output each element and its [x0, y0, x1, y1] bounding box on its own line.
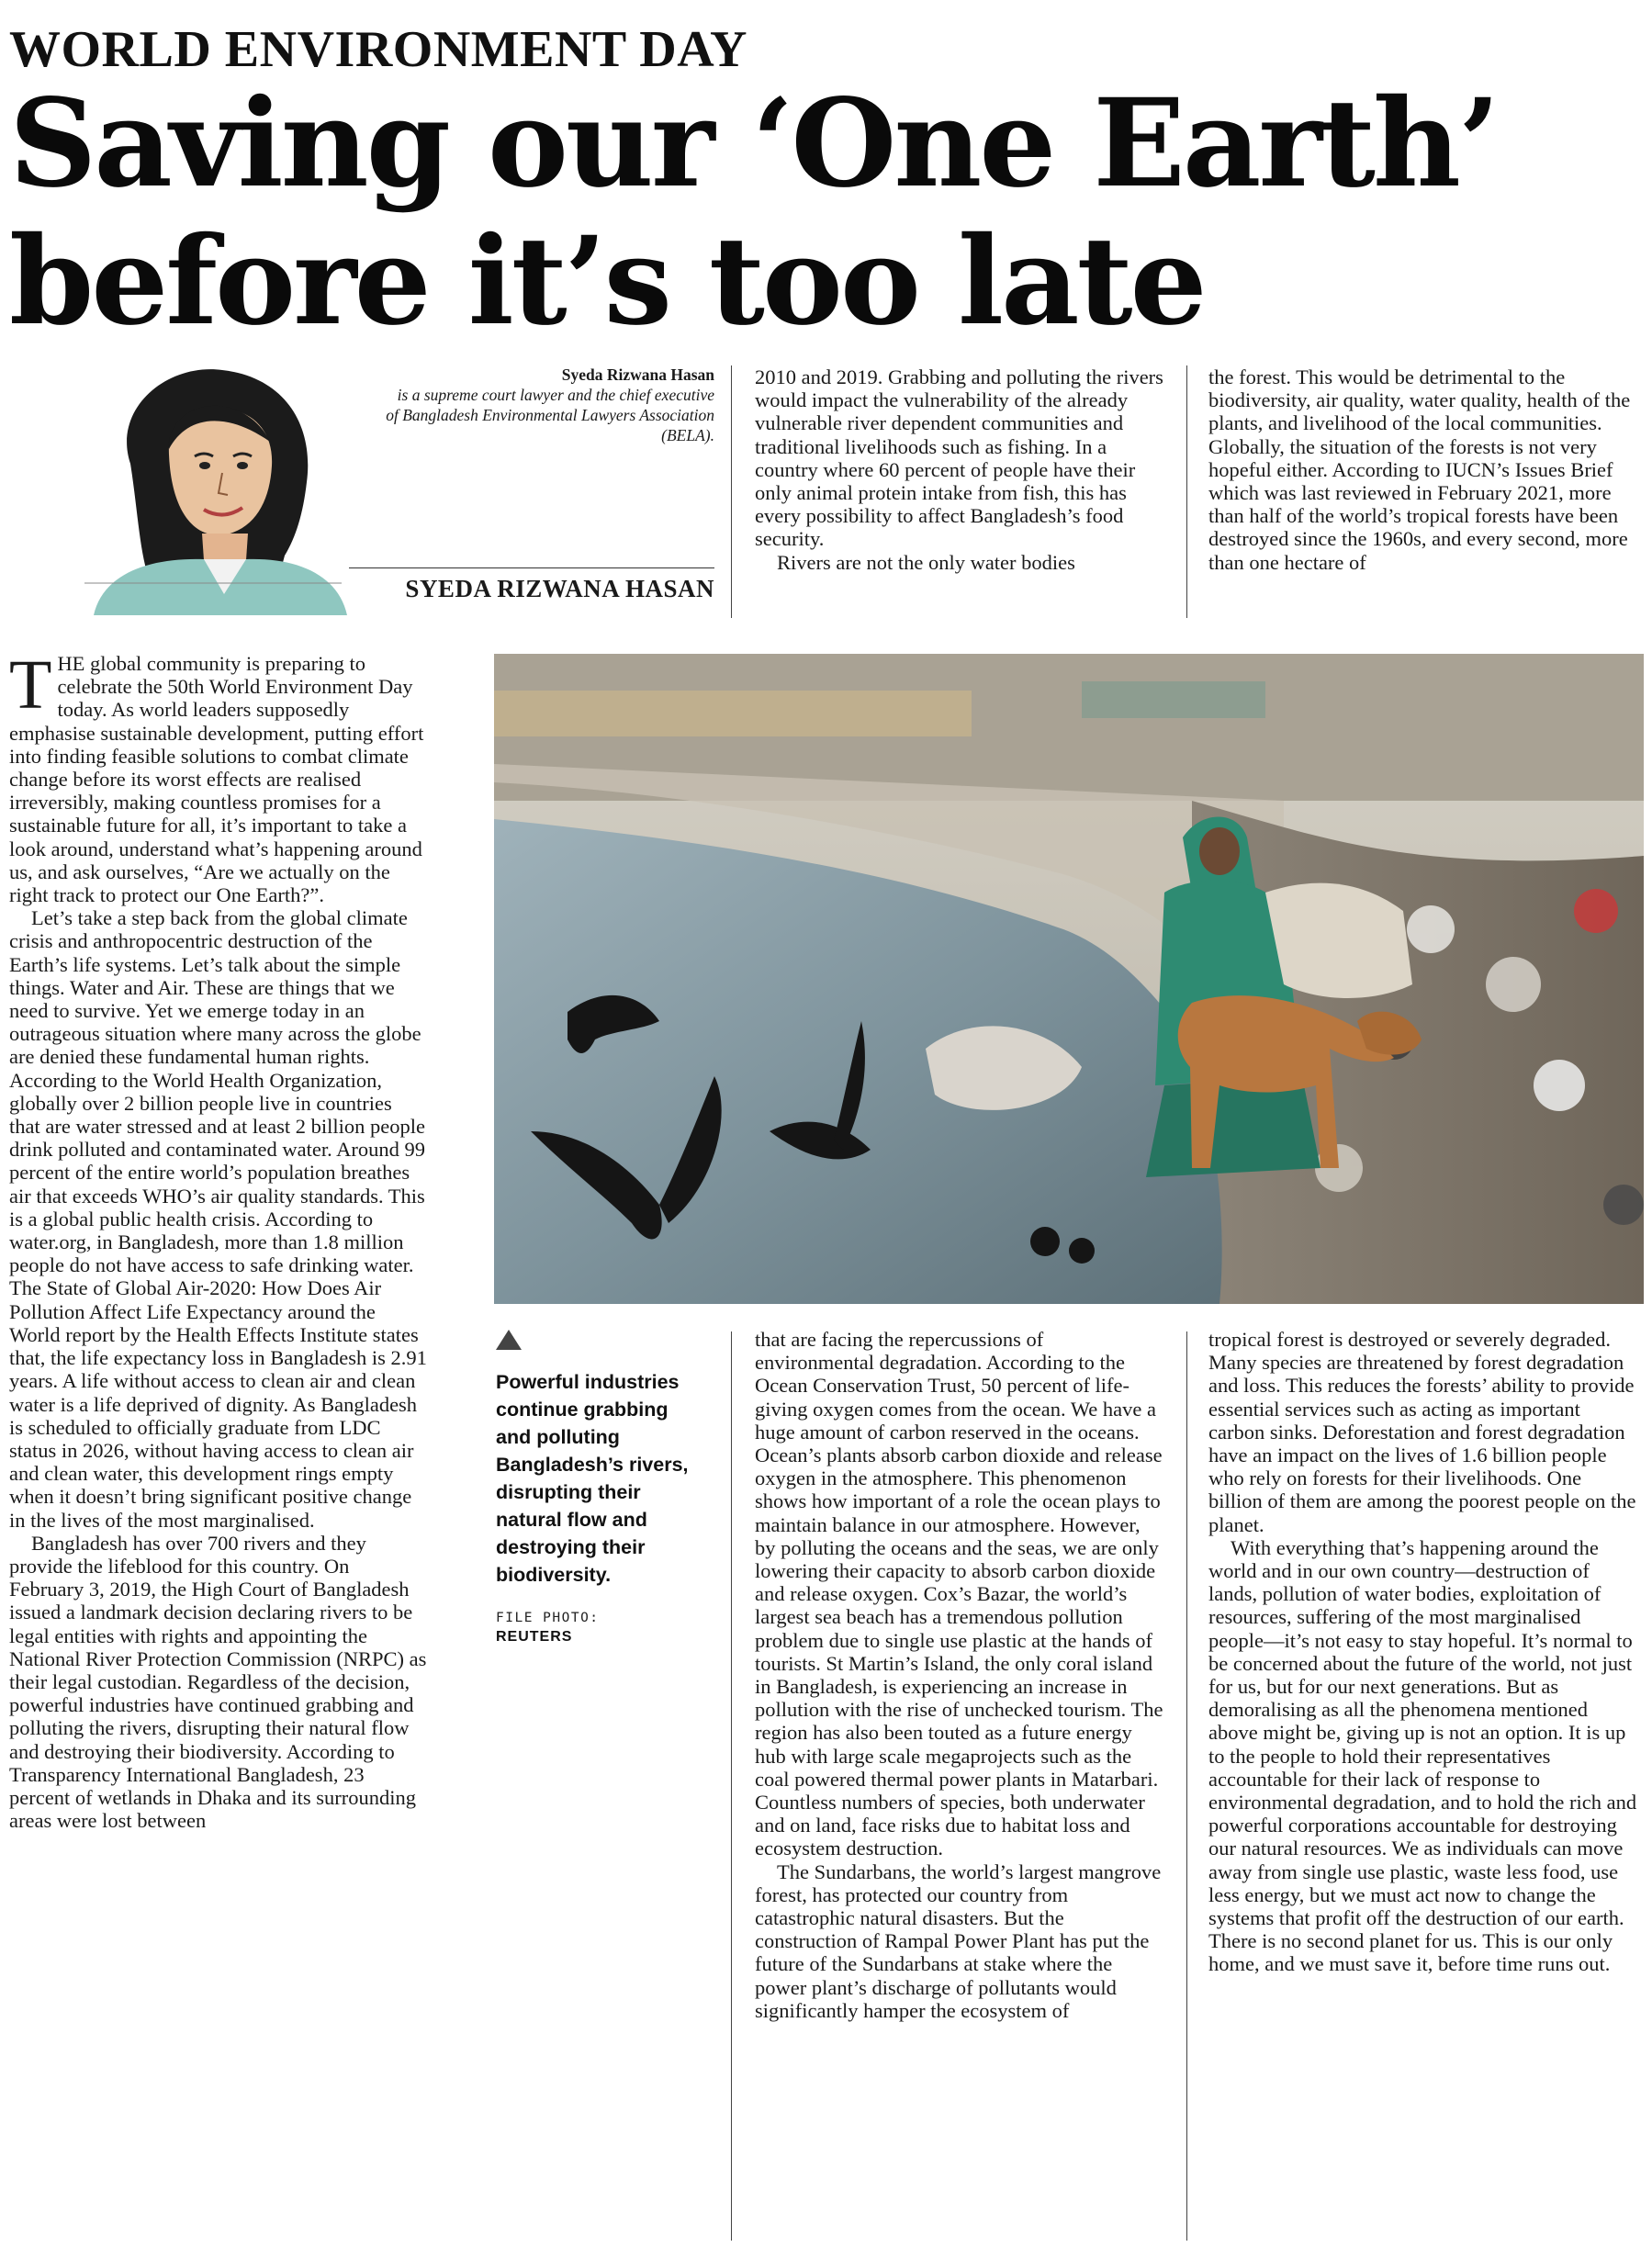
article-paragraph: tropical forest is destroyed or severely degraded. Many species are threatened by forest degradation and loss. This reduces the forests’ ability to provide essential services such as acting as important carbon sinks. Deforestation and forest degradation have an impact on the lives of 1.6 billion people who rely on forests for their livelihoods. One billion of them are among the poorest people on the planet. [1208, 1328, 1636, 1536]
author-bio [386, 365, 714, 445]
headline-line-1: Saving our ‘One Earth’ [9, 73, 1498, 215]
drop-cap: T [9, 646, 52, 724]
article-paragraph: Bangladesh has over 700 rivers and they provide the lifeblood for this country. On February 3, 2019, the High Court of Bangladesh issued a landmark decision declaring rivers to be legal entities with rights and appointing the National River Protection Commission (NRPC) as their legal custodian. Regardless of the decision, powerful industries have continued grabbing and polluting the rivers, disrupting their natural flow and destroying their biodiversity. According to Transparency International Bangladesh, 23 percent of wetlands in Dhaka and its surrounding areas were lost between [9, 1531, 427, 1833]
article-paragraph: With everything that’s happening around the world and in our own country—destruction of lands, pollution of water bodies, exploitation of resources, suffering of the most marginalised people—it’s not easy to stay hopeful. It’s normal to be concerned about the future of the world, not just for us, but for our next generations. But as demoralising as all the phenomena mentioned above might be, giving up is not an option. It is up to the people to hold their representatives accountable for their lack of response to environmental degradation, and to hold the rich and powerful corporations accountable for destroying our natural resources. We as individuals can move away from single use plastic, waste less food, use less energy, but we must act now to change the systems that profit off the destruction of our earth. There is no second planet for us. This is our only home, and we must save it, before time runs out. [1208, 1535, 1637, 1976]
photo-credit: REUTERS [496, 1629, 573, 1645]
author-bio-name: Syeda Rizwana Hasan [561, 365, 714, 384]
column-rule [731, 365, 732, 618]
column-rule [731, 1331, 732, 2241]
article-column-1 [9, 646, 427, 1833]
headline [9, 75, 1498, 351]
column-rule [1186, 365, 1187, 618]
article-paragraph: The Sundarbans, the world’s largest mangrove forest, has protected our country from catastrophic natural disasters. But the construction of Rampal Power Plant has put the future of the Sundarbans at stake where the power plant’s discharge of pollutants would significantly hamper the ecosystem of [755, 1859, 1162, 2022]
article-paragraph: Rivers are not the only water bodies [777, 550, 1075, 574]
photo-credit-label: FILE PHOTO: [496, 1611, 600, 1625]
article-paragraph: the forest. This would be detrimental to the biodiversity, air quality, water quality, health of the plants, and livelihood of the local communities. Globally, the situation of the forests is not very hopeful either. According to IUCN’s Issues Brief which was last reviewed in February 2021, more than half of the world’s tropical forests have been destroyed since the 1960s, and every second, more than one hectare of [1208, 365, 1631, 574]
byline: SYEDA RIZWANA HASAN [405, 575, 714, 602]
author-bio-text: is a supreme court lawyer and the chief executive of Bangladesh Environmental Lawyers Association (BELA). [386, 386, 714, 444]
author-portrait-icon [66, 354, 360, 615]
photo-caption: Powerful industries continue grabbing and polluting Bangladesh’s rivers, disrupting their natural flow and destroying their biodiversity. [496, 1371, 689, 1586]
article-paragraph: Let’s take a step back from the global climate crisis and anthropocentric destruction of the Earth’s life systems. Let’s talk about the simple things. Water and Air. These are things that we need to survive. Yet we emerge today in an outrageous situation where many across the globe are denied these fundamental human rights. According to the World Health Organization, globally over 2 billion people live in countries that are water stressed and at least 2 billion people drink polluted and contaminated water. Around 99 percent of the entire world’s population breathes air that exceeds WHO’s air quality standards. This is a global public health crisis. According to water.org, in Bangladesh, more than 1.8 million people do not have access to safe drinking water. The State of Global Air-2020: How Does Air Pollution Affect Life Expectancy around the World report by the Health Effects Institute states that, the life expectancy loss in Bangladesh is 2.91 years. A life without access to clean air and clean water is a life deprived of dignity. As Bangladesh is scheduled to officially graduate from LDC status in 2026, without having access to clean air and clean water, this development rings empty when it doesn’t bring significant positive change in the lives of the most marginalised. [9, 906, 427, 1532]
river-pollution-photo-icon [494, 654, 1644, 1304]
headline-line-2: before it’s too late [9, 210, 1205, 353]
kicker: WORLD ENVIRONMENT DAY [9, 21, 747, 78]
article-column-2-bottom [755, 1328, 1163, 2022]
article-column-3-bottom [1208, 1328, 1640, 1976]
article-column-2-top [755, 365, 1163, 574]
byline-rule [349, 567, 714, 568]
article-column-3-top [1208, 365, 1640, 574]
caption-arrow-icon [496, 1330, 522, 1350]
column-rule [1186, 1331, 1187, 2241]
article-paragraph: THE global community is preparing to celebrate the 50th World Environment Day today. As world leaders supposedly emphasise sustainable development, putting effort into finding feasible solutions to combat climate change before its worst effects are realised irreversibly, making countless promises for a sustainable future for all, it’s important to take a look around, understand what’s happening around us, and ask ourselves, “Are we actually on the right track to protect our One Earth?”. [9, 646, 424, 907]
article-paragraph: 2010 and 2019. Grabbing and polluting the rivers would impact the vulnerability of the already vulnerable river dependent communities and traditional livelihoods such as fishing. In a country where 60 percent of people have their only animal protein intake from fish, this has every possibility to affect Bangladesh’s food security. [755, 365, 1163, 551]
article-paragraph: that are facing the repercussions of environmental degradation. According to the Ocean Conservation Trust, 50 percent of life-giving oxygen comes from the ocean. We have a huge amount of carbon reserved in the oceans. Ocean’s plants absorb carbon dioxide and release oxygen in the atmosphere. This phenomenon shows how important of a role the ocean plays to maintain balance in our atmosphere. However, by polluting the oceans and the seas, we are only lowering their capacity to absorb carbon dioxide and release oxygen. Cox’s Bazar, the world’s largest sea beach has a tremendous pollution problem due to single use plastic at the hands of tourists. St Martin’s Island, the only coral island in Bangladesh, is experiencing an increase in pollution with the rise of unchecked tourism. The region has also been touted as a future energy hub with large scale megaprojects such as the coal powered thermal power plants in Matarbari. Countless numbers of species, both underwater and on land, face risks due to habitat loss and ecosystem destruction. [755, 1328, 1163, 1860]
